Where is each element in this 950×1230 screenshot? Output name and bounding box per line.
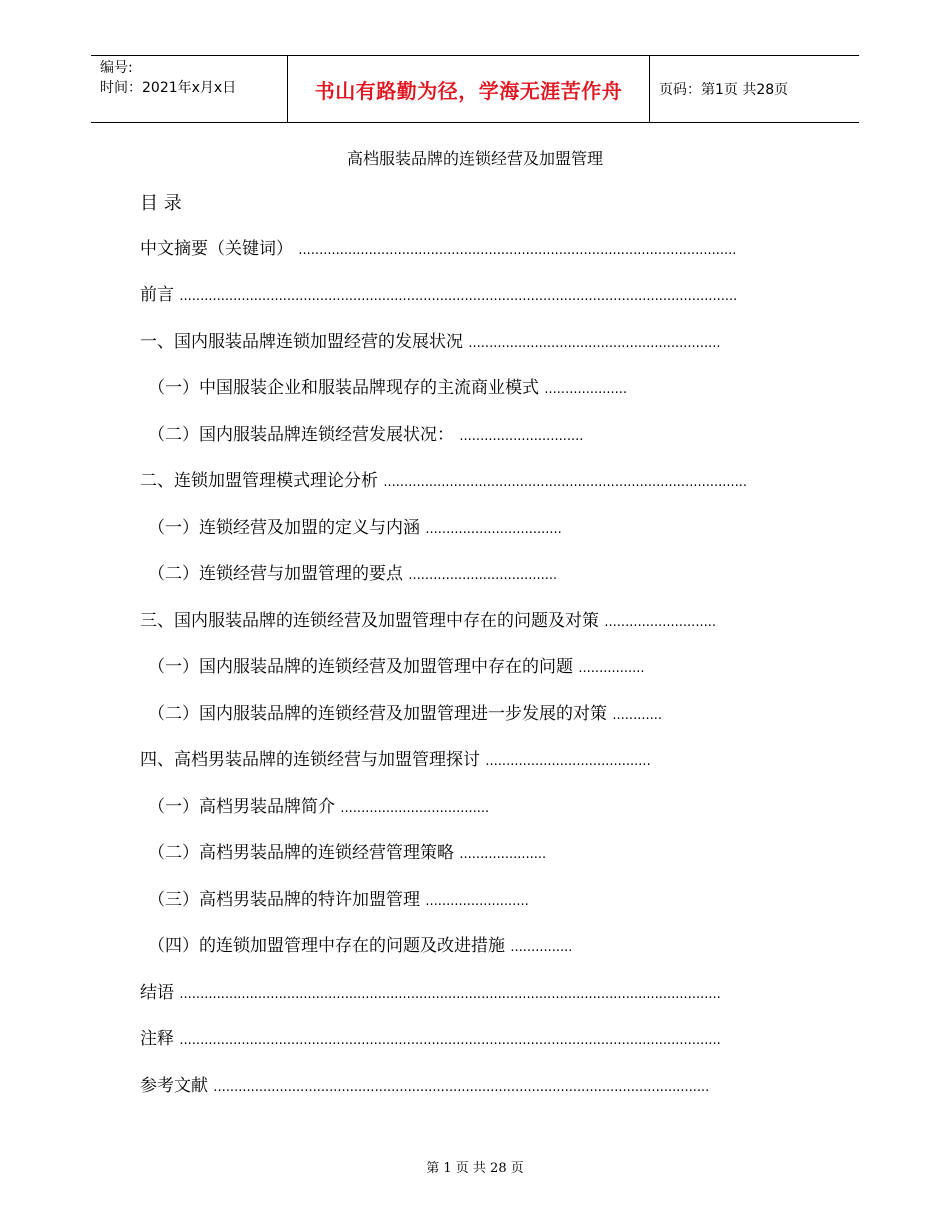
toc-entry-16[interactable]: [140, 981, 743, 1005]
toc-entry-text: 结语: [140, 983, 174, 1003]
toc-entry-text: （三）高档男装品牌的特许加盟管理: [148, 890, 420, 910]
page-header: [91, 55, 859, 123]
toc-entry-18[interactable]: [140, 1074, 745, 1098]
toc-leader-dots: ................: [578, 661, 645, 676]
toc-entry-11[interactable]: [140, 748, 697, 772]
toc-entry-13[interactable]: [148, 841, 577, 865]
page-footer: 第 1 页 共 28 页: [426, 1161, 524, 1176]
toc-entry-10[interactable]: [148, 702, 704, 726]
toc-entry-text: （二）连锁经营与加盟管理的要点: [148, 564, 403, 584]
toc-entry-9[interactable]: [148, 655, 685, 679]
toc-leader-dots: ...............: [510, 940, 573, 955]
toc-entry-text: 中文摘要（关键词）: [140, 239, 293, 259]
toc-entry-text: （二）高档男装品牌的连锁经营管理策略: [148, 843, 454, 863]
toc-leader-dots: .................................: [425, 522, 562, 537]
toc-entry-1[interactable]: [140, 283, 752, 307]
toc-entry-text: 参考文献: [140, 1076, 208, 1096]
toc-entry-15[interactable]: [148, 934, 605, 958]
toc-entry-text: （一）连锁经营及加盟的定义与内涵: [148, 518, 420, 538]
toc-entry-17[interactable]: [140, 1027, 743, 1051]
toc-entry-text: 四、高档男装品牌的连锁经营与加盟管理探讨: [140, 750, 480, 770]
toc-leader-dots: ............: [612, 708, 662, 723]
header-page-info: 页码：第1页 共28页: [659, 82, 789, 98]
header-meta: [91, 56, 287, 122]
toc-entry-text: 三、国内服装品牌的连锁经营及加盟管理中存在的问题及对策: [140, 611, 599, 631]
toc-entry-text: 注释: [140, 1029, 174, 1049]
toc-entry-text: （二）国内服装品牌连锁经营发展状况：: [148, 425, 454, 445]
number-label: 编号:: [100, 60, 133, 76]
document-title: 高档服装品牌的连锁经营及加盟管理: [346, 149, 603, 168]
toc-leader-dots: ..............................: [459, 429, 584, 444]
toc-entry-text: （一）国内服装品牌的连锁经营及加盟管理中存在的问题: [148, 657, 573, 677]
toc-leader-dots: .............................................................: [468, 336, 721, 351]
toc-entry-text: 一、国内服装品牌连锁加盟经营的发展状况: [140, 332, 463, 352]
toc-entry-7[interactable]: [148, 562, 588, 586]
toc-leader-dots: .......................................................................................................................................: [179, 289, 738, 304]
toc-leader-dots: ..........................................................................................................: [298, 243, 737, 258]
toc-entry-6[interactable]: [148, 516, 598, 540]
toc-entry-4[interactable]: [148, 423, 617, 447]
toc-entry-text: 前言: [140, 285, 174, 305]
toc-entry-14[interactable]: [148, 888, 557, 912]
toc-entry-5[interactable]: [140, 469, 761, 493]
toc-entry-text: （一）中国服装企业和服装品牌现存的主流商业模式: [148, 378, 539, 398]
toc-leader-dots: ...................................................................................................................................: [179, 987, 721, 1002]
toc-leader-dots: ........................................................................................: [383, 475, 748, 490]
toc-leader-dots: ...................................................................................................................................: [179, 1033, 721, 1048]
toc-leader-dots: ........................................: [485, 754, 651, 769]
toc-entry-text: （二）国内服装品牌的连锁经营及加盟管理进一步发展的对策: [148, 704, 607, 724]
toc-entry-text: （四）的连锁加盟管理中存在的问题及改进措施: [148, 936, 505, 956]
toc-leader-dots: ...........................: [604, 615, 716, 630]
toc-entry-2[interactable]: [140, 330, 765, 354]
toc-leader-dots: ........................................................................................................................: [213, 1080, 710, 1095]
toc-leader-dots: .........................: [425, 894, 529, 909]
toc-leader-dots: ....................................: [408, 568, 558, 583]
toc-entry-12[interactable]: [148, 795, 513, 819]
toc-heading: 目 录: [140, 193, 182, 214]
toc-leader-dots: ....................................: [340, 801, 490, 816]
toc-entry-3[interactable]: [148, 376, 665, 400]
time-label: 时间：2021年x月x日: [100, 80, 237, 96]
toc-leader-dots: ....................: [544, 382, 628, 397]
header-motto: 书山有路勤为径，学海无涯苦作舟: [287, 56, 650, 122]
toc-entry-0[interactable]: [140, 237, 757, 261]
toc-entry-text: 二、连锁加盟管理模式理论分析: [140, 471, 378, 491]
toc-entry-8[interactable]: [140, 609, 771, 633]
toc-leader-dots: .....................: [459, 847, 547, 862]
toc-entry-text: （一）高档男装品牌简介: [148, 797, 335, 817]
